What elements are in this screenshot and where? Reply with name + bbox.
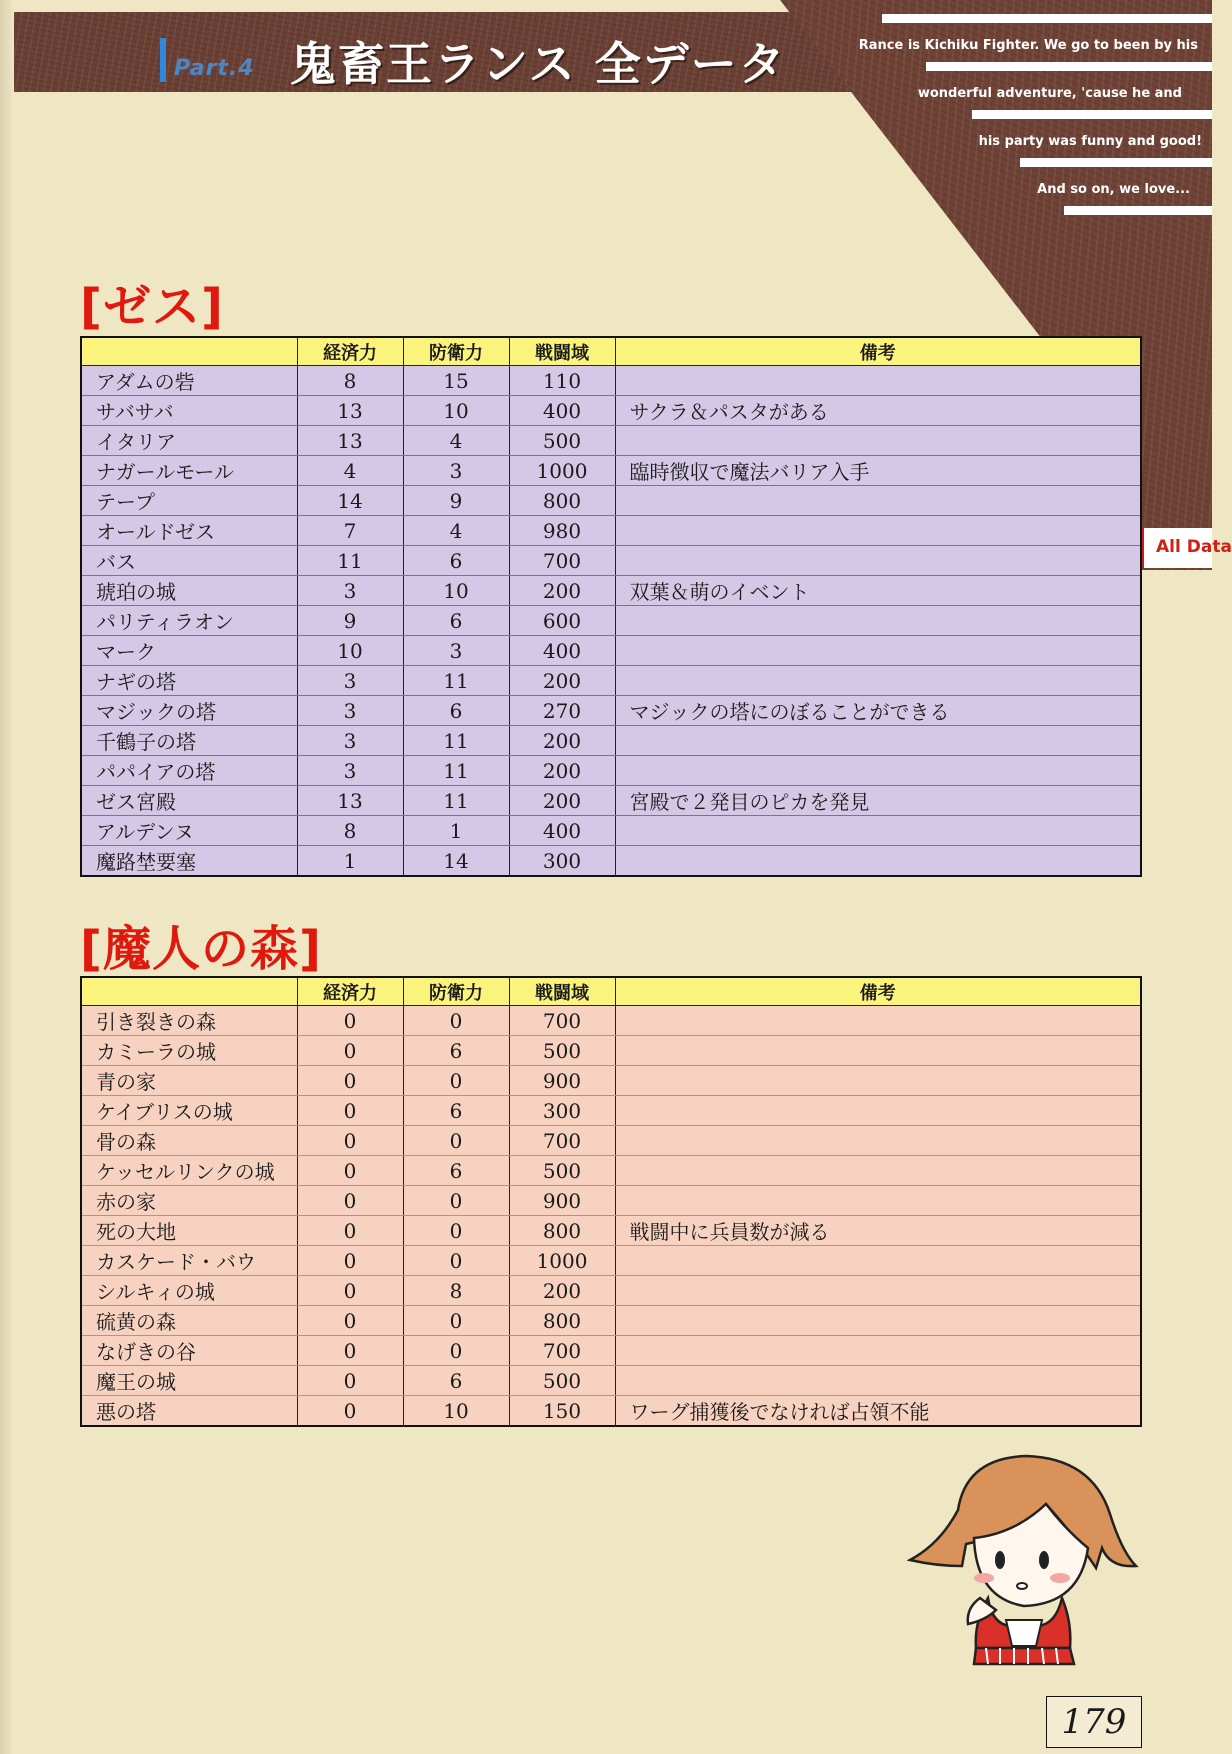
note-cell: 戦闘中に兵員数が減る [615, 1216, 1141, 1246]
side-tab-label: All Data [1156, 537, 1232, 557]
defense-cell: 0 [403, 1006, 509, 1036]
defense-cell: 11 [403, 786, 509, 816]
table-row [81, 396, 1141, 426]
location-name-cell: テープ [81, 486, 297, 516]
battle-area-cell: 1000 [509, 1246, 615, 1276]
economy-cell: 0 [297, 1396, 403, 1427]
battle-area-cell: 200 [509, 666, 615, 696]
economy-cell: 0 [297, 1066, 403, 1096]
table-row [81, 846, 1141, 877]
defense-cell: 0 [403, 1216, 509, 1246]
location-name-cell: カスケード・バウ [81, 1246, 297, 1276]
economy-cell: 8 [297, 816, 403, 846]
table-row [81, 456, 1141, 486]
location-name-cell: なげきの谷 [81, 1336, 297, 1366]
location-name-cell: イタリア [81, 426, 297, 456]
battle-area-cell: 200 [509, 1276, 615, 1306]
column-header [81, 337, 297, 366]
column-header: 防衛力 [403, 977, 509, 1006]
battle-area-cell: 300 [509, 846, 615, 877]
defense-cell: 0 [403, 1186, 509, 1216]
table-row [81, 636, 1141, 666]
battle-area-cell: 700 [509, 1126, 615, 1156]
battle-area-cell: 500 [509, 1036, 615, 1066]
defense-cell: 14 [403, 846, 509, 877]
location-name-cell: パリティラオン [81, 606, 297, 636]
table-row [81, 726, 1141, 756]
defense-cell: 4 [403, 516, 509, 546]
defense-cell: 10 [403, 396, 509, 426]
battle-area-cell: 500 [509, 426, 615, 456]
tagline-line-4: And so on, we love... [1037, 182, 1190, 197]
note-cell [615, 426, 1141, 456]
column-header: 経済力 [297, 977, 403, 1006]
table-row [81, 606, 1141, 636]
location-name-cell: パパイアの塔 [81, 756, 297, 786]
chibi-girl-illustration [896, 1448, 1146, 1668]
part-marker [160, 38, 166, 82]
location-name-cell: 魔路埜要塞 [81, 846, 297, 877]
economy-cell: 3 [297, 756, 403, 786]
location-name-cell: サバサバ [81, 396, 297, 426]
column-header: 備考 [615, 977, 1141, 1006]
note-cell [615, 1336, 1141, 1366]
battle-area-cell: 600 [509, 606, 615, 636]
table-row [81, 1276, 1141, 1306]
location-name-cell: アルデンヌ [81, 816, 297, 846]
economy-cell: 7 [297, 516, 403, 546]
battle-area-cell: 800 [509, 1306, 615, 1336]
table-header-row [81, 977, 1141, 1006]
side-tab [1141, 528, 1232, 568]
table-row [81, 1036, 1141, 1066]
economy-cell: 1 [297, 846, 403, 877]
table-row [81, 1396, 1141, 1427]
note-cell [615, 816, 1141, 846]
note-cell [615, 1066, 1141, 1096]
battle-area-cell: 1000 [509, 456, 615, 486]
note-cell [615, 1246, 1141, 1276]
economy-cell: 0 [297, 1246, 403, 1276]
note-cell [615, 516, 1141, 546]
location-name-cell: 骨の森 [81, 1126, 297, 1156]
defense-cell: 0 [403, 1066, 509, 1096]
note-cell [615, 1276, 1141, 1306]
table-row [81, 1366, 1141, 1396]
location-name-cell: 赤の家 [81, 1186, 297, 1216]
table-row [81, 546, 1141, 576]
location-name-cell: 魔王の城 [81, 1366, 297, 1396]
table-row [81, 1186, 1141, 1216]
defense-cell: 10 [403, 1396, 509, 1427]
tagline-line-2: wonderful adventure, 'cause he and [917, 86, 1182, 101]
battle-area-cell: 200 [509, 756, 615, 786]
note-cell [615, 1036, 1141, 1066]
table-row [81, 1006, 1141, 1036]
note-cell [615, 636, 1141, 666]
defense-cell: 0 [403, 1336, 509, 1366]
economy-cell: 10 [297, 636, 403, 666]
economy-cell: 0 [297, 1006, 403, 1036]
battle-area-cell: 700 [509, 1006, 615, 1036]
defense-cell: 6 [403, 1366, 509, 1396]
zes-table [80, 336, 1142, 877]
battle-area-cell: 980 [509, 516, 615, 546]
economy-cell: 3 [297, 576, 403, 606]
defense-cell: 0 [403, 1126, 509, 1156]
table-row [81, 1126, 1141, 1156]
defense-cell: 6 [403, 606, 509, 636]
note-cell: ワーグ捕獲後でなければ占領不能 [615, 1396, 1141, 1427]
table-row [81, 696, 1141, 726]
defense-cell: 6 [403, 546, 509, 576]
economy-cell: 0 [297, 1036, 403, 1066]
economy-cell: 13 [297, 426, 403, 456]
battle-area-cell: 800 [509, 1216, 615, 1246]
tagline-line-1: Rance is Kichiku Fighter. We go to been by his [858, 38, 1198, 53]
location-name-cell: マジックの塔 [81, 696, 297, 726]
column-header: 備考 [615, 337, 1141, 366]
note-cell [615, 1006, 1141, 1036]
economy-cell: 0 [297, 1306, 403, 1336]
stripe [972, 110, 1212, 119]
location-name-cell: オールドゼス [81, 516, 297, 546]
stripe [926, 62, 1212, 71]
defense-cell: 11 [403, 666, 509, 696]
economy-cell: 0 [297, 1126, 403, 1156]
defense-cell: 10 [403, 576, 509, 606]
defense-cell: 3 [403, 636, 509, 666]
note-cell [615, 726, 1141, 756]
economy-cell: 0 [297, 1336, 403, 1366]
battle-area-cell: 900 [509, 1066, 615, 1096]
note-cell: マジックの塔にのぼることができる [615, 696, 1141, 726]
table-row [81, 516, 1141, 546]
tagline-line-3: his party was funny and good! [978, 134, 1202, 149]
note-cell: 双葉＆萌のイベント [615, 576, 1141, 606]
battle-area-cell: 200 [509, 726, 615, 756]
defense-cell: 1 [403, 816, 509, 846]
battle-area-cell: 900 [509, 1186, 615, 1216]
economy-cell: 4 [297, 456, 403, 486]
battle-area-cell: 500 [509, 1366, 615, 1396]
note-cell [615, 1096, 1141, 1126]
table-row [81, 1216, 1141, 1246]
table-row [81, 786, 1141, 816]
stripe [1020, 158, 1212, 167]
defense-cell: 4 [403, 426, 509, 456]
page-edge [0, 0, 14, 1754]
battle-area-cell: 700 [509, 546, 615, 576]
location-name-cell: 硫黄の森 [81, 1306, 297, 1336]
section-title-zes: [ゼス] [80, 279, 224, 335]
economy-cell: 9 [297, 606, 403, 636]
defense-cell: 3 [403, 456, 509, 486]
location-name-cell: ゼス宮殿 [81, 786, 297, 816]
defense-cell: 0 [403, 1246, 509, 1276]
note-cell [615, 1126, 1141, 1156]
table-row [81, 366, 1141, 396]
note-cell: 宮殿で２発目のピカを発見 [615, 786, 1141, 816]
note-cell [615, 666, 1141, 696]
economy-cell: 11 [297, 546, 403, 576]
stripe [882, 14, 1212, 23]
majin-no-mori-table [80, 976, 1142, 1427]
economy-cell: 8 [297, 366, 403, 396]
battle-area-cell: 150 [509, 1396, 615, 1427]
table-row [81, 486, 1141, 516]
defense-cell: 15 [403, 366, 509, 396]
table-header-row [81, 337, 1141, 366]
economy-cell: 0 [297, 1216, 403, 1246]
economy-cell: 0 [297, 1186, 403, 1216]
defense-cell: 9 [403, 486, 509, 516]
note-cell [615, 1156, 1141, 1186]
battle-area-cell: 270 [509, 696, 615, 726]
economy-cell: 13 [297, 396, 403, 426]
page-title: 鬼畜王ランス 全データ [290, 37, 787, 91]
note-cell [615, 846, 1141, 877]
location-name-cell: 青の家 [81, 1066, 297, 1096]
note-cell: サクラ＆パスタがある [615, 396, 1141, 426]
defense-cell: 6 [403, 1156, 509, 1186]
stripe [1064, 206, 1212, 215]
economy-cell: 3 [297, 726, 403, 756]
location-name-cell: 千鶴子の塔 [81, 726, 297, 756]
location-name-cell: 悪の塔 [81, 1396, 297, 1427]
location-name-cell: アダムの砦 [81, 366, 297, 396]
economy-cell: 0 [297, 1276, 403, 1306]
location-name-cell: バス [81, 546, 297, 576]
economy-cell: 0 [297, 1366, 403, 1396]
note-cell [615, 366, 1141, 396]
battle-area-cell: 500 [509, 1156, 615, 1186]
battle-area-cell: 700 [509, 1336, 615, 1366]
battle-area-cell: 400 [509, 396, 615, 426]
table-row [81, 666, 1141, 696]
battle-area-cell: 300 [509, 1096, 615, 1126]
note-cell [615, 756, 1141, 786]
battle-area-cell: 200 [509, 786, 615, 816]
location-name-cell: ナギの塔 [81, 666, 297, 696]
defense-cell: 11 [403, 756, 509, 786]
table-row [81, 1156, 1141, 1186]
defense-cell: 6 [403, 1036, 509, 1066]
table-row [81, 1336, 1141, 1366]
table-row [81, 816, 1141, 846]
table-row [81, 1246, 1141, 1276]
battle-area-cell: 400 [509, 636, 615, 666]
defense-cell: 0 [403, 1306, 509, 1336]
table-row [81, 1306, 1141, 1336]
defense-cell: 8 [403, 1276, 509, 1306]
defense-cell: 6 [403, 1096, 509, 1126]
location-name-cell: マーク [81, 636, 297, 666]
battle-area-cell: 110 [509, 366, 615, 396]
note-cell: 臨時徴収で魔法バリア入手 [615, 456, 1141, 486]
page-number: 179 [1046, 1696, 1142, 1748]
defense-cell: 11 [403, 726, 509, 756]
economy-cell: 0 [297, 1096, 403, 1126]
table-row [81, 756, 1141, 786]
note-cell [615, 546, 1141, 576]
location-name-cell: 死の大地 [81, 1216, 297, 1246]
location-name-cell: シルキィの城 [81, 1276, 297, 1306]
column-header: 戦闘域 [509, 977, 615, 1006]
column-header: 防衛力 [403, 337, 509, 366]
battle-area-cell: 400 [509, 816, 615, 846]
note-cell [615, 1366, 1141, 1396]
column-header [81, 977, 297, 1006]
battle-area-cell: 200 [509, 576, 615, 606]
defense-cell: 6 [403, 696, 509, 726]
location-name-cell: カミーラの城 [81, 1036, 297, 1066]
economy-cell: 3 [297, 666, 403, 696]
note-cell [615, 486, 1141, 516]
economy-cell: 14 [297, 486, 403, 516]
table-row [81, 1066, 1141, 1096]
location-name-cell: ケイブリスの城 [81, 1096, 297, 1126]
location-name-cell: ケッセルリンクの城 [81, 1156, 297, 1186]
note-cell [615, 606, 1141, 636]
location-name-cell: 琥珀の城 [81, 576, 297, 606]
column-header: 経済力 [297, 337, 403, 366]
table-row [81, 1096, 1141, 1126]
economy-cell: 13 [297, 786, 403, 816]
location-name-cell: ナガールモール [81, 456, 297, 486]
economy-cell: 0 [297, 1156, 403, 1186]
part-label: Part.4 [174, 56, 255, 81]
location-name-cell: 引き裂きの森 [81, 1006, 297, 1036]
section-title-majin-no-mori: [魔人の森] [80, 921, 322, 977]
economy-cell: 3 [297, 696, 403, 726]
table-row [81, 576, 1141, 606]
battle-area-cell: 800 [509, 486, 615, 516]
note-cell [615, 1306, 1141, 1336]
table-row [81, 426, 1141, 456]
note-cell [615, 1186, 1141, 1216]
column-header: 戦闘域 [509, 337, 615, 366]
